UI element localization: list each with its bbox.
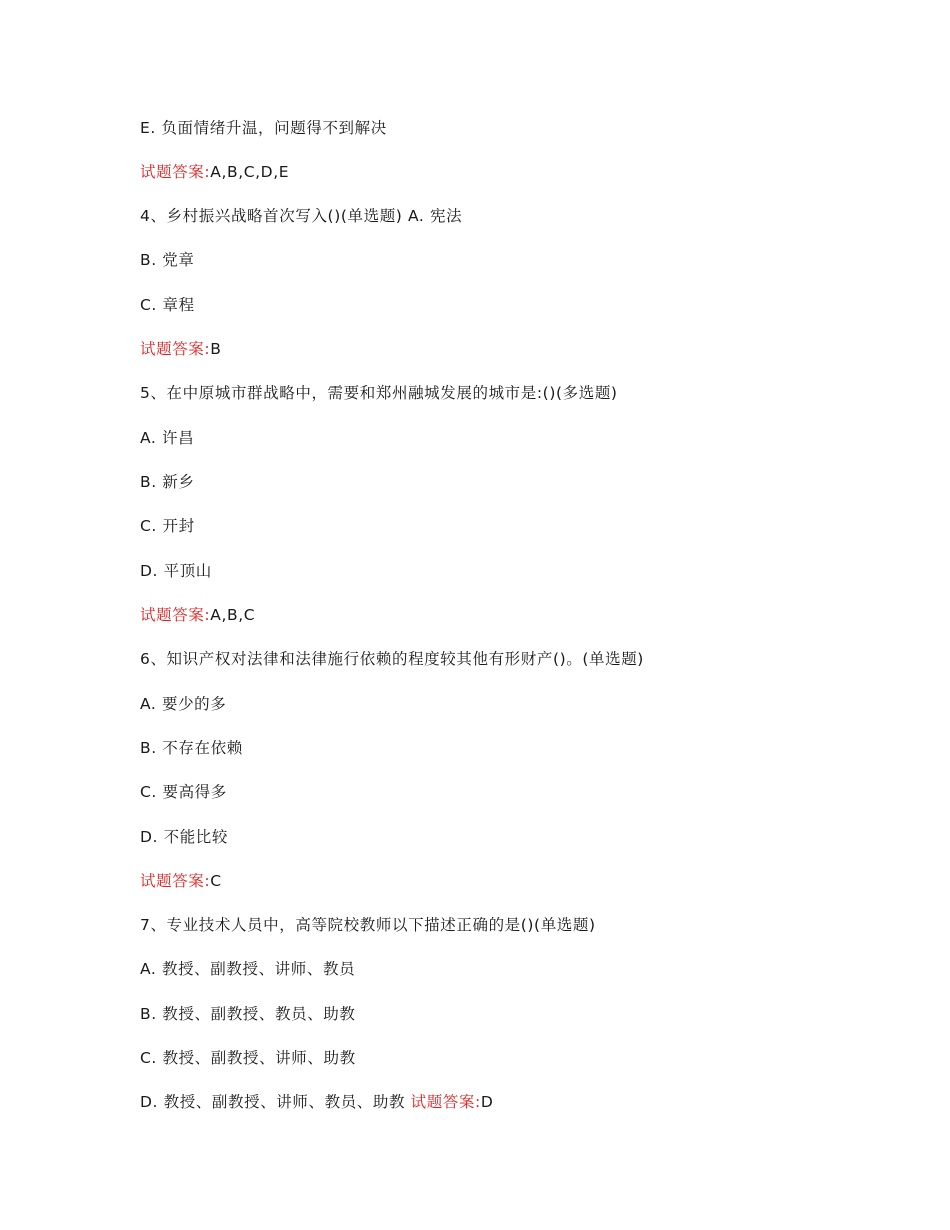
option-text: C. 教授、副教授、讲师、助教 <box>140 1049 356 1067</box>
answer-line <box>140 871 222 891</box>
answer-label: 试题答案: <box>140 872 211 890</box>
answer-label: 试题答案: <box>140 340 211 358</box>
question-line <box>140 915 596 935</box>
option-line <box>140 250 195 270</box>
option-text: A. 要少的多 <box>140 695 227 713</box>
question-text: 6、知识产权对法律和法律施行依赖的程度较其他有形财产()。(单选题) <box>140 650 644 668</box>
option-text: C. 开封 <box>140 517 195 535</box>
answer-value: B <box>210 340 222 358</box>
answer-label: 试题答案: <box>140 163 211 181</box>
option-text: D. 教授、副教授、讲师、教员、助教 <box>140 1093 411 1111</box>
answer-line <box>140 605 255 625</box>
option-text: B. 党章 <box>140 251 195 269</box>
option-text: A. 教授、副教授、讲师、教员 <box>140 960 356 978</box>
option-text: D. 不能比较 <box>140 828 228 846</box>
option-line <box>140 428 194 448</box>
option-line <box>140 827 228 847</box>
question-line <box>140 383 618 403</box>
option-line <box>140 516 195 536</box>
option-answer-line <box>140 1092 493 1112</box>
option-text: D. 平顶山 <box>140 562 212 580</box>
option-text: A. 许昌 <box>140 429 195 447</box>
option-line <box>140 561 212 581</box>
option-text: B. 不存在依赖 <box>140 739 243 757</box>
question-text: 4、乡村振兴战略首次写入()(单选题) A. 宪法 <box>140 207 463 225</box>
option-text: C. 要高得多 <box>140 783 227 801</box>
answer-line <box>140 162 289 182</box>
option-line <box>140 782 227 802</box>
answer-label: 试题答案: <box>410 1093 481 1111</box>
answer-value: A,B,C,D,E <box>210 163 290 181</box>
option-line <box>140 1004 356 1024</box>
option-text: B. 教授、副教授、教员、助教 <box>140 1005 356 1023</box>
answer-value: D <box>480 1093 494 1111</box>
answer-line <box>140 339 221 359</box>
question-line <box>140 649 644 669</box>
option-text: C. 章程 <box>140 296 195 314</box>
answer-label: 试题答案: <box>140 606 211 624</box>
answer-value: C <box>210 872 222 890</box>
option-line <box>140 694 226 714</box>
question-line <box>140 206 462 226</box>
option-text: E. 负面情绪升温，问题得不到解决 <box>140 119 387 137</box>
answer-value: A,B,C <box>210 606 256 624</box>
option-line <box>140 118 387 138</box>
option-line <box>140 959 355 979</box>
option-line <box>140 295 195 315</box>
question-text: 5、在中原城市群战略中，需要和郑州融城发展的城市是:()(多选题) <box>140 384 618 402</box>
question-text: 7、专业技术人员中，高等院校教师以下描述正确的是()(单选题) <box>140 916 596 934</box>
option-line <box>140 738 243 758</box>
option-line <box>140 472 195 492</box>
option-text: B. 新乡 <box>140 473 195 491</box>
option-line <box>140 1048 356 1068</box>
